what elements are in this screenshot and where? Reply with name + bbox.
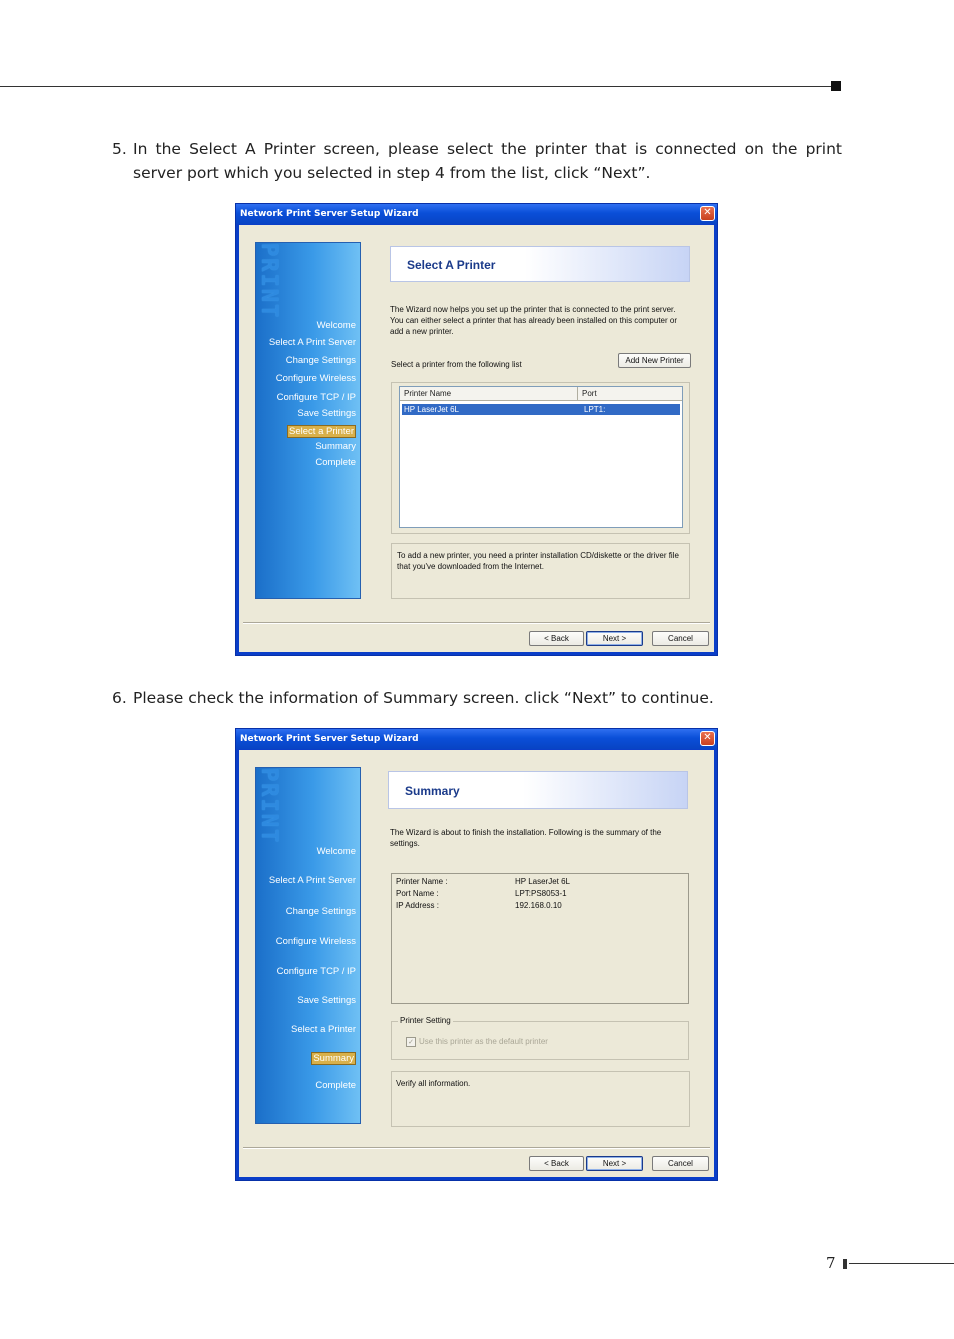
page-number-rule <box>849 1263 954 1264</box>
printer-list[interactable] <box>399 386 683 528</box>
summary-label: IP Address : <box>396 901 439 910</box>
window-title: Network Print Server Setup Wizard <box>236 204 717 224</box>
next-button[interactable]: Next > <box>586 1156 643 1171</box>
intro-text: The Wizard now helps you set up the printer that is connected to the print server. You can either select a printer that has already been installed on this computer or add a new printer. <box>390 305 677 336</box>
note-text: To add a new printer, you need a printer installation CD/diskette or the driver file that you've downloaded from the Internet. <box>397 551 679 571</box>
printer-setting-legend: Printer Setting <box>400 1016 451 1025</box>
back-button[interactable]: < Back <box>529 1156 584 1171</box>
default-printer-checkbox[interactable]: ✓ <box>406 1037 416 1047</box>
close-icon[interactable]: ✕ <box>700 731 715 746</box>
summary-value: HP LaserJet 6L <box>515 877 570 886</box>
print-logo: PRINT <box>256 768 281 845</box>
column-header-printer-name[interactable]: Printer Name <box>400 387 578 401</box>
page-number: 7 <box>826 1254 836 1272</box>
page-heading: Summary <box>388 771 688 809</box>
cancel-button[interactable]: Cancel <box>652 1156 709 1171</box>
step-text: In the Select A Printer screen, please select the printer that is connected on the print server port which you selected in step 4 from the list, click “Next”. <box>133 140 842 182</box>
print-logo: PRINT <box>256 243 281 320</box>
step-5 <box>112 137 842 185</box>
step-number: 5. <box>112 140 127 158</box>
back-button[interactable]: < Back <box>529 631 584 646</box>
wizard-sidebar: PRINT Welcome Select A Print Server Change Settings Configure Wireless Configure TCP / IP Save Settings Select a Printer Summary Complete <box>255 242 361 599</box>
intro-text: The Wizard is about to finish the installation. Following is the summary of the settings. <box>390 828 662 848</box>
printer-row[interactable] <box>402 404 680 415</box>
summary-label: Printer Name : <box>396 877 448 886</box>
next-button[interactable]: Next > <box>586 631 643 646</box>
page-number-marker <box>843 1259 847 1269</box>
step-text: Please check the information of Summary screen. click “Next” to continue. <box>133 689 714 707</box>
wizard-window-summary <box>235 728 718 1181</box>
wizard-sidebar: PRINT Welcome Select A Print Server Change Settings Configure Wireless Configure TCP / IP Save Settings Select a Printer Summary Complete <box>255 767 361 1124</box>
button-separator <box>243 622 710 624</box>
window-title: Network Print Server Setup Wizard <box>236 729 717 749</box>
close-icon[interactable]: ✕ <box>700 206 715 221</box>
button-separator <box>243 1147 710 1149</box>
note-group <box>391 1071 690 1127</box>
summary-value: 192.168.0.10 <box>515 901 562 910</box>
printer-port-cell: LPT1: <box>584 405 606 414</box>
printer-name-cell: HP LaserJet 6L <box>404 405 459 414</box>
step-6 <box>112 686 842 710</box>
default-printer-label: Use this printer as the default printer <box>419 1037 548 1046</box>
note-text: Verify all information. <box>396 1079 471 1088</box>
step-number: 6. <box>112 689 127 707</box>
cancel-button[interactable]: Cancel <box>652 631 709 646</box>
wizard-window-select-printer <box>235 203 718 656</box>
window-client <box>239 750 714 1177</box>
printer-setting-group <box>391 1016 689 1060</box>
column-header-port[interactable]: Port <box>578 387 682 401</box>
select-printer-label: Select a printer from the following list <box>391 360 522 369</box>
summary-box <box>391 873 689 1004</box>
printer-list-group <box>391 382 690 534</box>
top-rule <box>0 86 832 87</box>
page-heading: Select A Printer <box>390 246 690 282</box>
summary-label: Port Name : <box>396 889 439 898</box>
top-square-marker <box>831 81 841 91</box>
window-client <box>239 225 714 652</box>
note-group <box>391 543 690 599</box>
add-new-printer-button[interactable]: Add New Printer <box>618 353 691 368</box>
summary-value: LPT:PS8053-1 <box>515 889 567 898</box>
